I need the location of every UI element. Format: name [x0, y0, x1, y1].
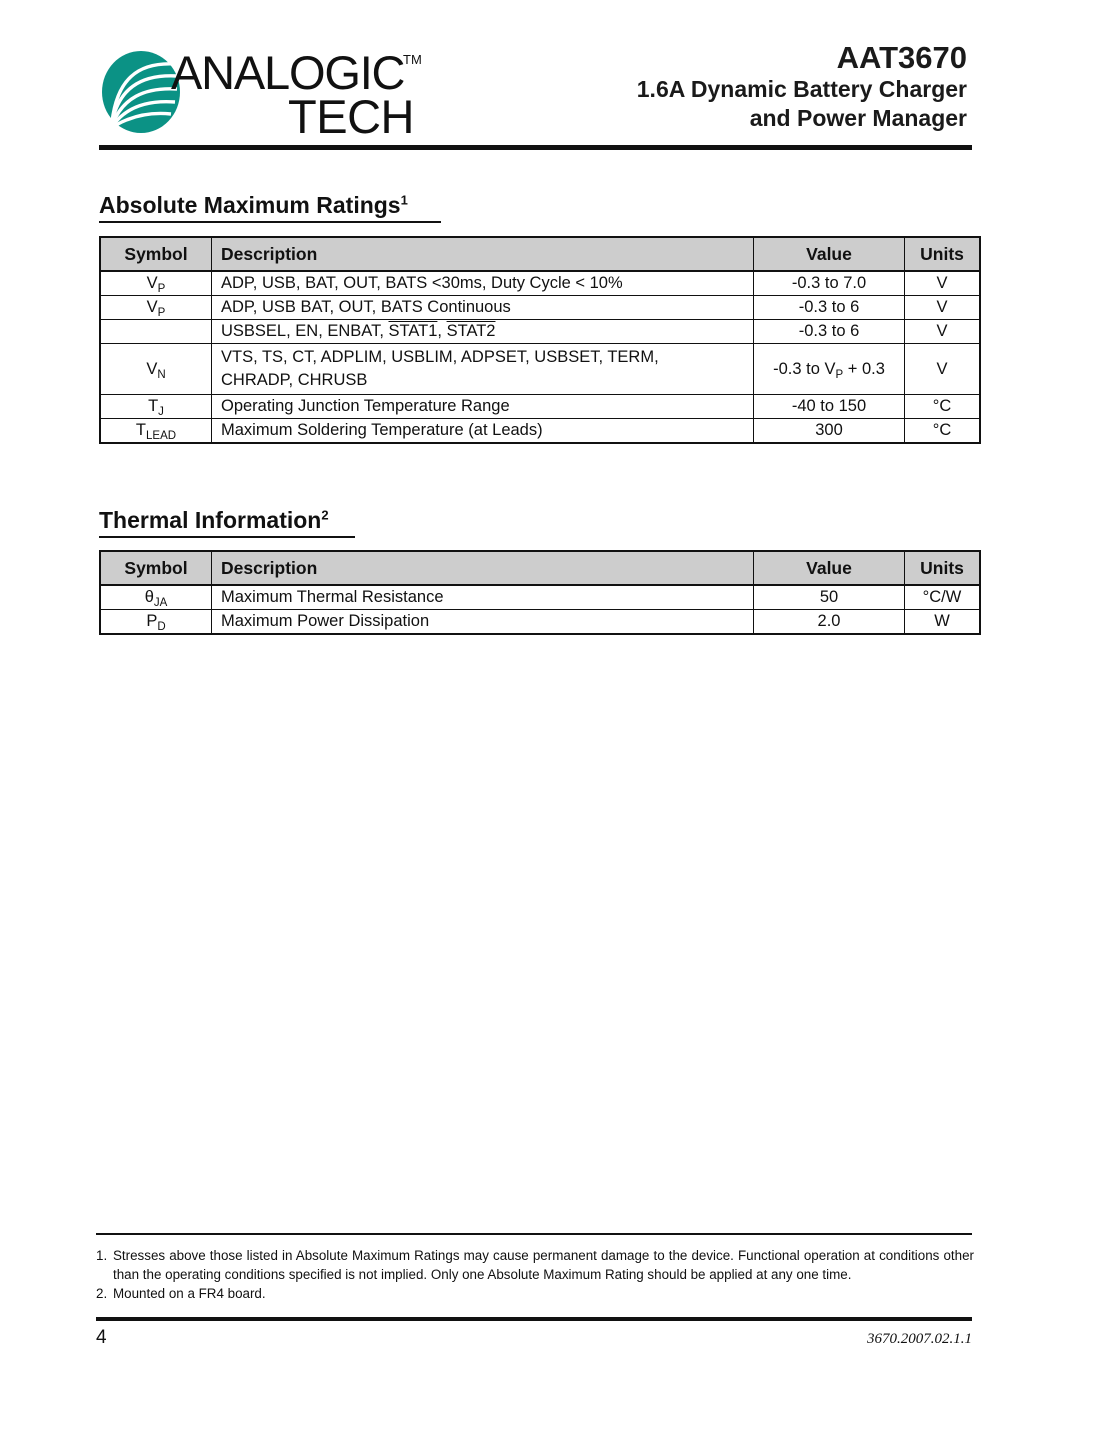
- cell-value: 50: [754, 585, 905, 610]
- cell-symbol: [100, 320, 212, 344]
- section-title-underline-1: [99, 221, 441, 223]
- symbol-base: V: [146, 298, 158, 316]
- document-subtitle-line1: 1.6A Dynamic Battery Charger: [636, 76, 967, 102]
- cell-description: [212, 344, 754, 395]
- footnote-text: Stresses above those listed in Absolute Maximum Ratings may cause permanent damage to the device. Functional operation at conditions other than the operating conditions specified is not implied. Only one Absolute Maximum Rating should be applied at any one time.: [113, 1248, 974, 1282]
- value-suffix: + 0.3: [843, 359, 885, 378]
- column-header-units: Units: [905, 551, 981, 585]
- cell-symbol: [100, 419, 212, 444]
- cell-units: V: [905, 296, 981, 320]
- cell-symbol: [100, 395, 212, 419]
- table-row: [100, 344, 980, 395]
- symbol-subscript: P: [157, 307, 166, 319]
- footnote-number: 1.: [96, 1248, 108, 1263]
- document-revision: 3670.2007.02.1.1: [867, 1331, 972, 1347]
- part-number: AAT3670: [836, 40, 967, 75]
- cell-symbol: [100, 610, 212, 635]
- footnote-divider: [96, 1233, 972, 1235]
- cell-value: 300: [754, 419, 905, 444]
- cell-description: ADP, USB BAT, OUT, BATS Continuous: [212, 296, 754, 320]
- thermal-information-table: [99, 550, 981, 635]
- description-overlined-signal-2: STAT2: [446, 322, 496, 340]
- cell-description: Maximum Soldering Temperature (at Leads): [212, 419, 754, 444]
- column-header-description: Description: [212, 551, 754, 585]
- symbol-base: T: [135, 421, 147, 439]
- footnote-number: 2.: [96, 1286, 108, 1301]
- symbol-subscript: P: [157, 283, 166, 295]
- column-header-symbol: Symbol: [100, 551, 212, 585]
- footnote-text: Mounted on a FR4 board.: [113, 1286, 266, 1301]
- cell-value: [754, 344, 905, 395]
- section-title-text: Thermal Information: [99, 507, 322, 533]
- cell-value: 2.0: [754, 610, 905, 635]
- table-row: [100, 610, 980, 635]
- cell-value: -0.3 to 7.0: [754, 271, 905, 296]
- cell-description: Maximum Thermal Resistance: [212, 585, 754, 610]
- symbol-subscript: J: [158, 406, 164, 418]
- cell-units: V: [905, 344, 981, 395]
- column-header-symbol: Symbol: [100, 237, 212, 271]
- cell-description: [212, 320, 754, 344]
- description-line-2: CHRADP, CHRUSB: [221, 371, 368, 389]
- page-number: 4: [96, 1327, 107, 1348]
- symbol-base: V: [146, 274, 158, 292]
- page-header: [99, 40, 967, 148]
- description-text: USBSEL, EN, ENBAT,: [221, 322, 389, 340]
- cell-symbol: [100, 344, 212, 395]
- logo-name-line1: ANALOGIC: [171, 46, 405, 99]
- description-overlined-signal-1: STAT1: [388, 322, 438, 340]
- column-header-description: Description: [212, 237, 754, 271]
- description-separator: ,: [437, 322, 447, 340]
- cell-units: V: [905, 320, 981, 344]
- cell-units: V: [905, 271, 981, 296]
- cell-description: Maximum Power Dissipation: [212, 610, 754, 635]
- header-divider: [99, 145, 972, 150]
- footnotes-block: [96, 1246, 974, 1303]
- cell-value: -40 to 150: [754, 395, 905, 419]
- footnote-1: [96, 1246, 974, 1284]
- logo-wordmark: [171, 48, 421, 144]
- symbol-subscript: LEAD: [146, 430, 177, 442]
- table-row: [100, 395, 980, 419]
- table-header-row: [100, 237, 980, 271]
- trademark-symbol: TM: [403, 52, 422, 67]
- table-row: [100, 271, 980, 296]
- description-line-1: VTS, TS, CT, ADPLIM, USBLIM, ADPSET, USBSET, TERM,: [221, 348, 659, 366]
- cell-symbol: [100, 296, 212, 320]
- column-header-value: Value: [754, 551, 905, 585]
- table-row: [100, 585, 980, 610]
- section-title-text: Absolute Maximum Ratings: [99, 192, 401, 218]
- cell-symbol: [100, 271, 212, 296]
- table-header-row: [100, 551, 980, 585]
- cell-units: °C: [905, 395, 981, 419]
- column-header-units: Units: [905, 237, 981, 271]
- section-title-absolute-maximum-ratings: [99, 192, 408, 219]
- cell-units: W: [905, 610, 981, 635]
- value-subscript: P: [835, 368, 844, 381]
- column-header-value: Value: [754, 237, 905, 271]
- absolute-maximum-ratings-table: [99, 236, 981, 444]
- cell-description: Operating Junction Temperature Range: [212, 395, 754, 419]
- section-title-footnote-ref: 1: [400, 192, 408, 208]
- document-subtitle-line2: and Power Manager: [749, 105, 967, 131]
- value-prefix: -0.3 to V: [773, 359, 836, 378]
- symbol-base: V: [146, 359, 158, 378]
- section-title-footnote-ref: 2: [321, 507, 329, 523]
- symbol-base: θ: [144, 588, 154, 606]
- section-title-underline-2: [99, 536, 355, 538]
- cell-units: °C: [905, 419, 981, 444]
- table-row: [100, 296, 980, 320]
- symbol-base: T: [148, 397, 159, 415]
- symbol-subscript: N: [157, 368, 166, 381]
- symbol-subscript: JA: [153, 597, 168, 609]
- cell-value: -0.3 to 6: [754, 320, 905, 344]
- table-row: [100, 320, 980, 344]
- cell-description: ADP, USB, BAT, OUT, BATS <30ms, Duty Cycle < 10%: [212, 271, 754, 296]
- logo-name-line2: TECH: [288, 90, 414, 143]
- cell-value: -0.3 to 6: [754, 296, 905, 320]
- cell-symbol: [100, 585, 212, 610]
- cell-units: °C/W: [905, 585, 981, 610]
- company-logo: [99, 42, 429, 146]
- symbol-subscript: D: [157, 621, 166, 633]
- document-title-block: [447, 40, 967, 133]
- symbol-base: P: [146, 612, 158, 630]
- section-title-thermal-information: [99, 507, 329, 534]
- footer-divider: [96, 1317, 972, 1321]
- footnote-2: [96, 1284, 974, 1303]
- table-row: [100, 419, 980, 444]
